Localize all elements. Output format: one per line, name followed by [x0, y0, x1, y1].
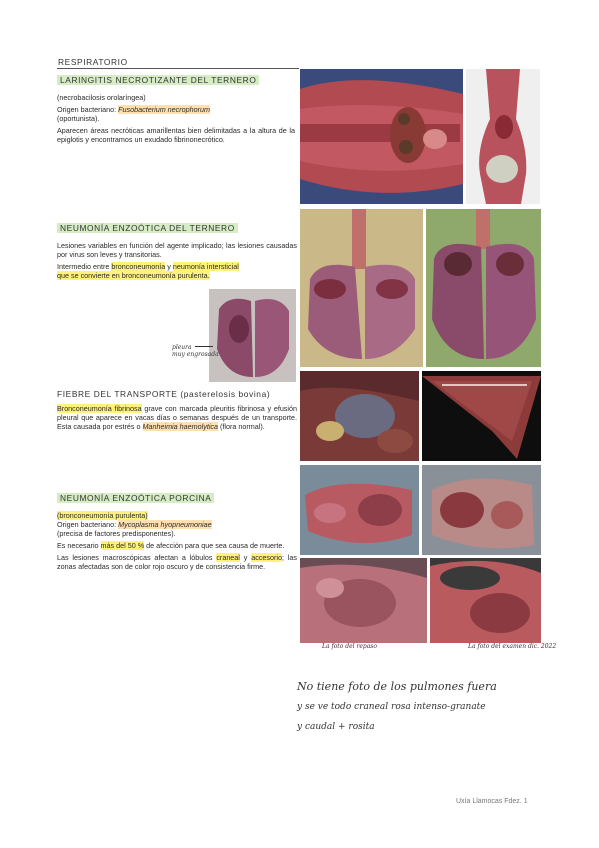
text-line: (oportunista). [57, 114, 100, 124]
text-line: Origen bacteriano: Mycoplasma hyopneumoniae [57, 520, 212, 530]
photo-pig-lung-3 [300, 558, 427, 643]
photo-pig-lung-2 [422, 465, 541, 555]
text-para: que se convierte en bronconeumonía purulenta. [57, 271, 210, 281]
photo-pig-lung-1 [300, 465, 419, 555]
section-body-neumonia-porcina [57, 511, 297, 575]
photo-transport-lung-2 [422, 371, 541, 461]
bacteria-name: Fusobacterium necrophorum [118, 105, 211, 115]
text-para: Las lesiones macroscópicas afectan a lóbulos craneal y accesorio; las zonas afectadas son de color rojo oscuro y de consistencia firme. [57, 553, 298, 572]
page-heading: RESPIRATORIO [58, 57, 128, 67]
section-body-neumonia-ternero [57, 241, 297, 280]
text-line: (necrobacilosis orolaríngea) [57, 93, 146, 102]
text-line: (bronconeumonía purulenta) [57, 511, 148, 520]
photo-pig-lung-4 [430, 558, 541, 643]
text-para: Lesiones variables en función del agente implicado; las lesiones causadas por virus son leves y transitorias. [57, 241, 297, 260]
heading-rule [57, 68, 299, 69]
photo-note-examen: La foto del examen dic. 2022 [468, 643, 557, 650]
pleura-arrow [195, 346, 213, 347]
photo-transport-lung-1 [300, 371, 419, 461]
section-title-neumonia-porcina: NEUMONÍA ENZOÓTICA PORCINA [57, 493, 214, 503]
section-title-neumonia-ternero: NEUMONÍA ENZOÓTICA DEL TERNERO [57, 223, 238, 233]
text-line: Origen bacteriano: Fusobacterium necrophorum [57, 105, 211, 115]
photo-note-repaso: La foto del repaso [322, 643, 377, 650]
section-title-fiebre-transporte: FIEBRE DEL TRANSPORTE (pasterelosis bovina) [57, 389, 271, 399]
text-para: Es necesario más del 50 % de afección para que sea causa de muerte. [57, 541, 285, 551]
section-body-laringitis [57, 93, 295, 147]
photo-larynx-exudate [466, 69, 540, 204]
pleura-note: pleura muy engrosada [172, 344, 219, 358]
text-line: Aparecen áreas necróticas amarillentas bien delimitadas a la altura de la epiglotis y encontramos un exudado fibrinonecrótico. [57, 126, 295, 145]
photo-pleura-lungs [209, 289, 296, 382]
section-title-laringitis: LARINGITIS NECROTIZANTE DEL TERNERO [57, 75, 259, 85]
photo-larynx-open [300, 69, 463, 204]
text-para: Intermedio entre bronconeumonía y neumonía intersticial [57, 262, 239, 272]
section-body-fiebre-transporte [57, 404, 297, 434]
page-footer: Uxía Llamocas Fdez. 1 [456, 798, 528, 805]
text-line: (precisa de factores predisponentes). [57, 529, 176, 539]
text-para: Bronconeumonía fibrinosa grave con marcada pleuritis fibrinosa y efusión pleural que aparece en vacas días o semanas después de un transporte. Esta causada por estrés o Manheimia haemolytica (flora normal). [57, 404, 297, 432]
photo-calf-lungs-2 [426, 209, 541, 367]
photo-calf-lungs-1 [300, 209, 423, 367]
handwritten-note: No tiene foto de los pulmones fuera y se ve todo craneal rosa intenso-granate y caudal + rosita [297, 680, 497, 732]
